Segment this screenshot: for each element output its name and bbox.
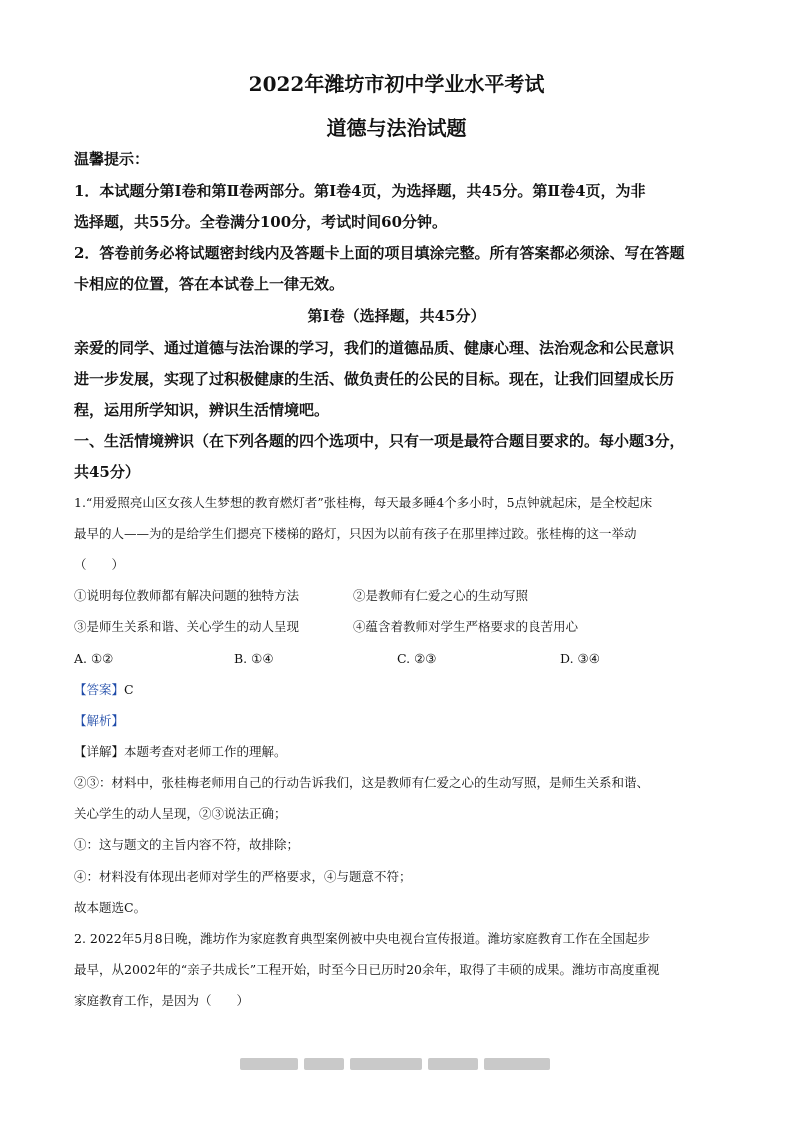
answer-value: C (124, 682, 134, 697)
tips-item2-line1: 2．答卷前务必将试题密封线内及答题卡上面的项目填涂完整。所有答案都必须涂、写在答题 (74, 244, 685, 262)
q1-answer-blank: （ ） (74, 557, 125, 572)
part1-heading-line1: 一、生活情境辨识（在下列各题的四个选项中，只有一项是最符合题目要求的。每小题3分， (74, 432, 685, 450)
q1-option-a: A. ①② (74, 651, 114, 666)
q1-answer (74, 681, 724, 699)
section-title: 第Ⅰ卷（选择题，共45分） (307, 307, 486, 325)
q1-statement-1: ①说明每位教师都有解决问题的独特方法 (74, 588, 300, 603)
q1-conclusion: 故本题选C。 (74, 900, 147, 915)
tips-item1-line2: 选择题，共55分。全卷满分100分，考试时间60分钟。 (74, 213, 448, 231)
q1-statement-2: ②是教师有仁爱之心的生动写照 (353, 588, 529, 603)
q1-stem-line1: 1.“用爱照亮山区女孩人生梦想的教育燃灯者”张桂梅，每天最多睡4个多小时，5点钟就起床，是全校起床 (74, 495, 653, 510)
q1-detail: 【详解】本题考查对老师工作的理解。 (74, 744, 287, 759)
q2-stem-line1: 2. 2022年5月8日晚，潍坊作为家庭教育典型案例被中央电视台宣传报道。潍坊家庭教育工作在全国起步 (74, 931, 651, 946)
answer-tag: 【答案】 (74, 682, 125, 697)
q1-stem-line2: 最早的人——为的是给学生们摁亮下楼梯的路灯，只因为以前有孩子在那里摔过跤。张桂梅的这一举动 (74, 526, 637, 541)
q1-explanation-2: ①：这与题文的主旨内容不符，故排除； (74, 837, 300, 852)
exam-subtitle: 道德与法治试题 (326, 116, 467, 140)
exam-title: 2022年潍坊市初中学业水平考试 (248, 72, 545, 96)
q2-stem-line3: 家庭教育工作，是因为（ ） (74, 993, 250, 1008)
q1-explanation-line2: 关心学生的动人呈现，②③说法正确； (74, 806, 287, 821)
tips-item2-line2: 卡相应的位置，答在本试卷上一律无效。 (74, 275, 345, 293)
q1-explanation-3: ④：材料没有体现出老师对学生的严格要求，④与题意不符； (74, 869, 412, 884)
q1-option-c: C. ②③ (397, 651, 437, 666)
intro-line3: 程，运用所学知识，辨识生活情境吧。 (74, 401, 330, 419)
intro-line1: 亲爱的同学、通过道德与法治课的学习，我们的道德品质、健康心理、法治观念和公民意识 (74, 339, 675, 357)
q1-option-b: B. ①④ (234, 651, 274, 666)
q1-statement-3: ③是师生关系和谐、关心学生的动人呈现 (74, 619, 300, 634)
intro-line2: 进一步发展，实现了过积极健康的生活、做负责任的公民的目标。现在，让我们回望成长历 (74, 370, 675, 388)
blurred-watermark (240, 1056, 556, 1072)
tips-heading: 温馨提示： (74, 150, 150, 168)
tips-item1-line1: 1．本试题分第Ⅰ卷和第Ⅱ卷两部分。第Ⅰ卷4页，为选择题，共45分。第Ⅱ卷4页，为非 (74, 182, 646, 200)
q1-statement-4: ④蕴含着教师对学生严格要求的良苦用心 (353, 619, 579, 634)
q1-option-d: D. ③④ (560, 651, 600, 666)
part1-heading-line2: 共45分） (74, 463, 140, 481)
q1-analysis-tag: 【解析】 (74, 713, 125, 728)
q1-explanation-line1: ②③：材料中，张桂梅老师用自己的行动告诉我们，这是教师有仁爱之心的生动写照，是师生关系和谐、 (74, 775, 650, 790)
q2-stem-line2: 最早，从2002年的“亲子共成长”工程开始，时至今日已历时20余年，取得了丰硕的成果。潍坊市高度重视 (74, 962, 660, 977)
